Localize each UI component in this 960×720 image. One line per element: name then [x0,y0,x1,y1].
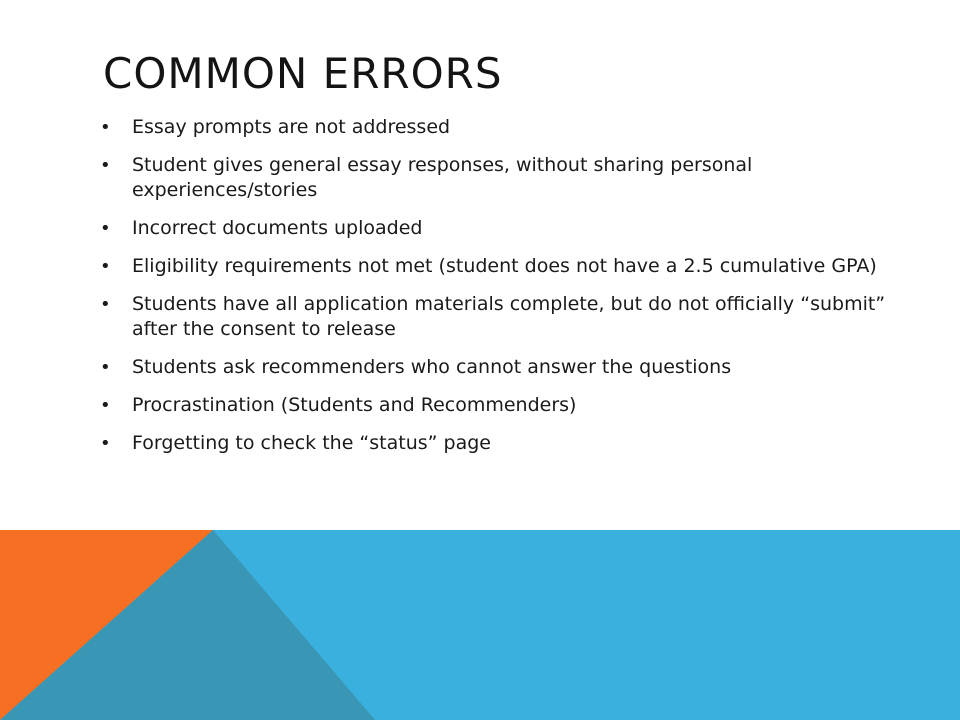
bullet-dot: • [100,433,111,454]
bullet-item [100,254,930,279]
bullet-text: Forgetting to check the “status” page [132,432,491,454]
slide-title: COMMON ERRORS [103,49,503,98]
bullet-dot: • [100,395,111,416]
bullet-text: Student gives general essay responses, without sharing personal experiences/stories [132,154,753,201]
bullet-item [100,355,930,380]
bullet-dot: • [100,294,111,315]
bullet-text: Eligibility requirements not met (student does not have a 2.5 cumulative GPA) [132,255,877,277]
decorative-band [0,530,960,720]
bullet-text: Students ask recommenders who cannot answer the questions [132,356,732,378]
bullet-item [100,115,930,140]
bullet-text: Procrastination (Students and Recommenders) [132,394,577,416]
bullet-item [100,216,930,241]
bullet-item [100,431,930,456]
bullet-dot: • [100,155,111,176]
bullet-text: Essay prompts are not addressed [132,116,451,138]
bullet-dot: • [100,117,111,138]
bullet-item [100,292,930,342]
bullet-dot: • [100,256,111,277]
bullet-dot: • [100,357,111,378]
bullet-text: Students have all application materials complete, but do not officially “submit” after the consent to release [132,293,886,340]
bullet-text: Incorrect documents uploaded [132,217,423,239]
bullet-item [100,393,930,418]
bullet-list [100,115,930,469]
bullet-item [100,153,930,203]
bullet-dot: • [100,218,111,239]
